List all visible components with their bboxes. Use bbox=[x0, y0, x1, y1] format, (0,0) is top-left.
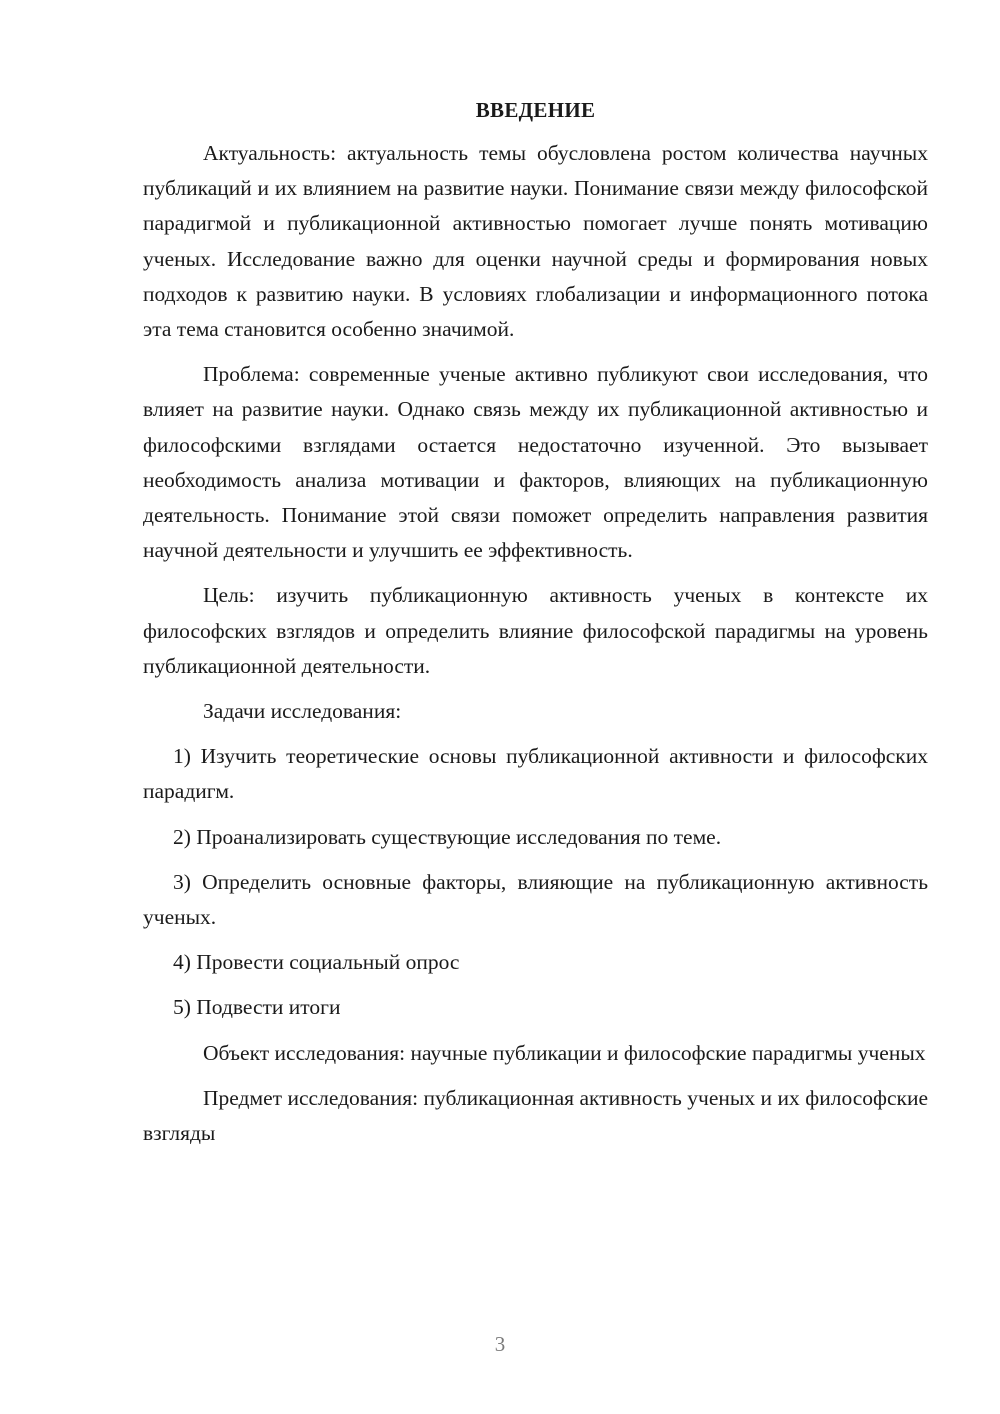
task-item-1: 1) Изучить теоретические основы публикационной активности и философских парадигм. bbox=[143, 744, 928, 804]
task-item-5: 5) Подвести итоги bbox=[173, 995, 341, 1020]
task-item-2: 2) Проанализировать существующие исследования по теме. bbox=[173, 824, 722, 849]
task-item-4: 4) Провести социальный опрос bbox=[173, 950, 460, 975]
subject-paragraph: Предмет исследования: публикационная активность ученых и их философские взгляды bbox=[143, 1085, 928, 1146]
goal-paragraph: Цель: изучить публикационную активность ученых в контексте их философских взглядов и определить влияние философской парадигмы на уровень публикационной деятельности. bbox=[143, 583, 928, 678]
object-paragraph: Объект исследования: научные публикации и философские парадигмы ученых bbox=[203, 1040, 926, 1065]
tasks-list bbox=[143, 739, 928, 1025]
tasks-heading: Задачи исследования: bbox=[203, 699, 402, 724]
page-title: ВВЕДЕНИЕ bbox=[475, 98, 596, 122]
relevance-paragraph: Актуальность: актуальность темы обусловлена ростом количества научных публикаций и их влиянием на развитие науки. Понимание связи между философской парадигмой и публикационной активностью помогает лучше понять мотивацию ученых. Исследование важно для оценки научной среды и формирования новых подходов к развитию науки. В условиях глобализации и информационного потока эта тема становится особенно значимой. bbox=[143, 141, 928, 342]
page-number: 3 bbox=[494, 1332, 506, 1356]
task-item-3: 3) Определить основные факторы, влияющие на публикационную активность ученых. bbox=[143, 869, 928, 930]
document-page bbox=[143, 92, 928, 1161]
problem-paragraph: Проблема: современные ученые активно публикуют свои исследования, что влияет на развитие науки. Однако связь между их публикационной активностью и философскими взглядами остается недостаточно изученной. Это вызывает необходимость анализа мотивации и факторов, влияющих на публикационную деятельность. Понимание этой связи поможет определить направления развития научной деятельности и улучшить ее эффективность. bbox=[143, 362, 928, 563]
